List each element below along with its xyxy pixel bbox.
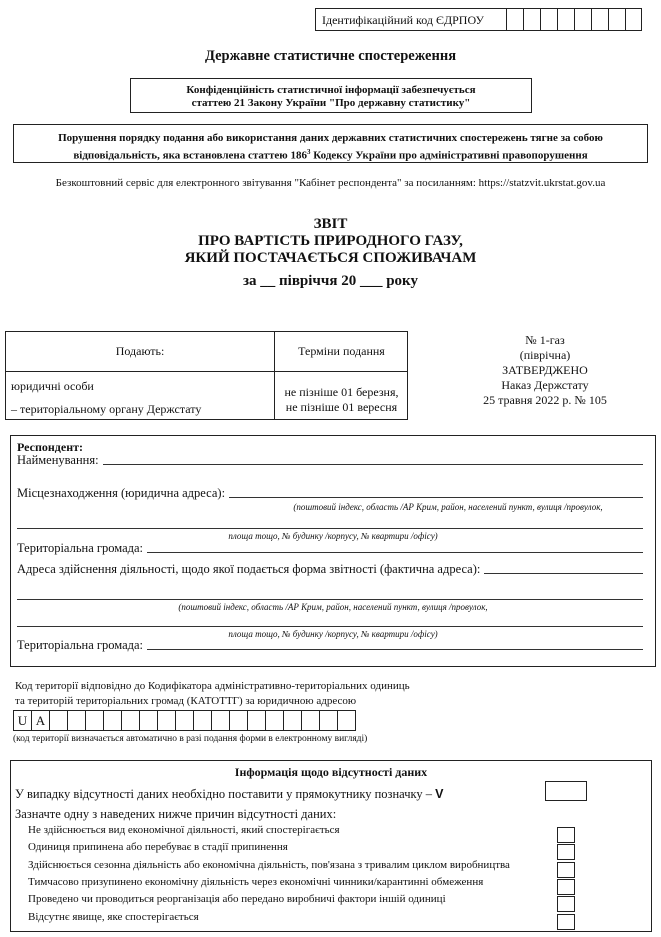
reason-label: Здійснюється сезонна діяльність або економічна діяльність, пов'язана з тривалим циклом виробництва [28,858,510,871]
no-data-instruction [15,787,444,802]
reason-label: Відсутнє явище, яке спостерігається [28,910,199,923]
header-deadlines: Терміни подання [298,344,385,358]
deadline-1: не пізніше 01 березня, [284,385,399,399]
edrpou-digit-cell[interactable] [591,9,608,30]
community-label: Територіальна громада: [17,541,144,555]
legal-address-label: Місцезнаходження (юридична адреса): [17,486,226,500]
actual-address-label: Адреса здійснення діяльності, щодо якої подається форма звітності (фактична адреса): [17,562,481,576]
instruction-text: У випадку відсутності даних необхідно поставити у прямокутнику позначку – [15,787,436,801]
violation-line [14,145,647,163]
violation-sup: 3 [306,148,311,156]
title-period: за __ півріччя 20 ___ року [242,273,418,289]
katottg-cell[interactable] [247,710,266,731]
legal-address-field[interactable] [229,497,643,498]
legal-address-field-2[interactable] [17,528,643,529]
reason-label: Одиниця припинена або перебуває в стадії припинення [28,841,288,854]
reason-checkbox[interactable] [557,844,575,860]
actual-address-field[interactable] [484,573,643,574]
edrpou-digit-cell[interactable] [574,9,591,30]
approved-label: ЗАТВЕРДЖЕНО [502,363,588,377]
reason-label: Проведено чи проводиться реорганізація або передано виробничі фактори іншій одиниці [28,893,446,906]
choose-reason-text: Зазначте одну з наведених нижче причин відсутності даних: [15,807,337,821]
katottg-label [15,679,410,709]
free-service-text: Безкоштовний сервіс для електронного звітування "Кабінет респондента" за посиланням: https://statzvit.ukrstat.gov.ua [55,177,606,189]
katottg-cell: U [13,710,32,731]
katottg-cell[interactable] [319,710,338,731]
address-hint: (поштовий індекс, область /АР Крим, район, населений пункт, вулиця /провулок, [293,502,603,512]
confidentiality-line: статтею 21 Закону України "Про державну статистику" [191,97,471,109]
katottg-cell[interactable] [229,710,248,731]
katottg-cell[interactable] [103,710,122,731]
actual-address-field-2[interactable] [17,599,643,600]
katottg-cell[interactable] [49,710,68,731]
edrpou-digit-cell[interactable] [625,9,642,30]
katottg-cell[interactable] [175,710,194,731]
title-line: ЯКИЙ ПОСТАЧАЄТЬСЯ СПОЖИВАЧАМ [184,250,477,266]
header-who: Подають: [115,344,165,358]
edrpou-label: Ідентифікаційний код ЄДРПОУ [322,13,484,27]
order-date: 25 травня 2022 р. № 105 [483,393,607,407]
edrpou-digit-cell[interactable] [523,9,540,30]
form-periodicity: (піврічна) [519,348,571,362]
title-line: ПРО ВАРТІСТЬ ПРИРОДНОГО ГАЗУ, [198,233,463,249]
katottg-cell[interactable] [301,710,320,731]
katottg-cell[interactable] [121,710,140,731]
katottg-cell: A [31,710,50,731]
form-number: № 1-газ [525,333,565,347]
katottg-cell[interactable] [193,710,212,731]
who-2: – територіальному органу Держстату [11,402,202,416]
community-field[interactable] [147,552,643,553]
katottg-cell[interactable] [265,710,284,731]
community-field-2[interactable] [147,649,643,650]
katottg-cell[interactable] [67,710,86,731]
violation-box [13,124,648,163]
katottg-cell[interactable] [211,710,230,731]
address-hint: площа тощо, № будинку /корпусу, № квартири /офісу) [228,629,438,639]
edrpou-box [315,8,642,31]
respondent-title: Респондент: [17,440,83,454]
name-field[interactable] [103,464,643,465]
katottg-label-line: та територій територіальних громад (КАТОТТГ) за юридичною адресою [15,695,357,707]
edrpou-digit-cell[interactable] [608,9,625,30]
no-data-checkbox[interactable] [545,781,587,801]
address-hint: (поштовий індекс, область /АР Крим, район, населений пункт, вулиця /провулок, [178,602,488,612]
respondent-box [10,435,656,667]
title-line: ЗВІТ [313,216,348,232]
katottg-label-line: Код території відповідно до Кодифікатора адміністративно-територіальних одиниць [15,680,410,692]
reason-checkbox[interactable] [557,896,575,912]
deadline-2: не пізніше 01 вересня [285,400,398,414]
katottg-cell[interactable] [283,710,302,731]
reason-label: Не здійснюється вид економічної діяльності, який спостерігається [28,824,340,836]
katottg-cell[interactable] [139,710,158,731]
order-label: Наказ Держстату [501,378,589,392]
confidentiality-line: Конфіденційність статистичної інформації забезпечується [186,84,476,96]
reason-checkbox[interactable] [557,914,575,930]
heading: Державне статистичне спостереження [204,48,457,64]
katottg-cell[interactable] [157,710,176,731]
katottg-cell[interactable] [85,710,104,731]
report-title [0,216,661,290]
edrpou-digit-cell[interactable] [557,9,574,30]
edrpou-digit-cell[interactable] [540,9,557,30]
reason-label: Тимчасово призупинено економічну діяльність через економічні чинники/карантинні обмеження [28,875,484,888]
submit-table [5,331,408,420]
reason-checkbox[interactable] [557,862,575,878]
name-label: Найменування: [17,453,99,467]
violation-text: відповідальність, яка встановлена статтею 186 [73,149,307,162]
confidentiality-box [130,78,532,113]
mark-symbol: V [435,787,444,801]
edrpou-digit-cell[interactable] [506,9,523,30]
katottg-note: (код території визначається автоматично в разі подання форми в електронному вигляді) [13,734,368,744]
violation-line: Порушення порядку подання або використання даних державних статистичних спостережень тягне за собою [58,132,603,144]
katottg-cell[interactable] [337,710,356,731]
who-1: юридичні особи [11,379,94,393]
address-hint: площа тощо, № будинку /корпусу, № квартири /офісу) [228,531,438,541]
no-data-title: Інформація щодо відсутності даних [234,765,428,779]
reason-checkbox[interactable] [557,827,575,843]
approval-block [455,333,635,408]
actual-address-field-3[interactable] [17,626,643,627]
reason-checkbox[interactable] [557,879,575,895]
violation-text: Кодексу України про адміністративні правопорушення [310,149,588,162]
community-label: Територіальна громада: [17,638,144,652]
